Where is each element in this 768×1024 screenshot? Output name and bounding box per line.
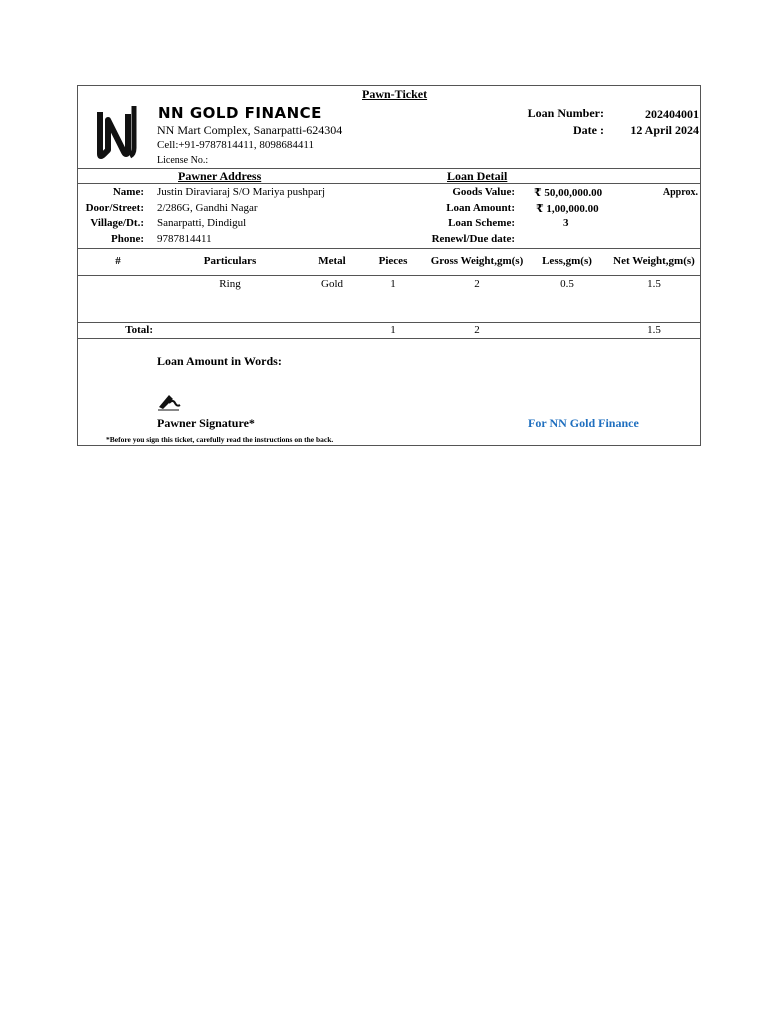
- phone-value: 9787814411: [157, 233, 212, 245]
- divider: [78, 248, 700, 249]
- loan-amount-value: ₹ 1,00,000.00: [536, 203, 599, 215]
- nn-monogram-logo-icon: [94, 102, 140, 162]
- divider: [78, 338, 700, 339]
- date-value: 12 April 2024: [630, 123, 699, 137]
- village-value: Sanarpatti, Dindigul: [157, 217, 247, 229]
- col-header-pieces: Pieces: [378, 255, 408, 267]
- door-value: 2/286G, Gandhi Nagar: [157, 202, 258, 214]
- row-pieces: 1: [390, 278, 396, 290]
- loan-number-label: Loan Number:: [527, 106, 604, 120]
- approx-note: Approx.: [662, 187, 698, 198]
- total-label: Total:: [125, 324, 153, 336]
- col-header-index: #: [115, 255, 121, 267]
- license-label: License No.:: [157, 155, 209, 166]
- company-name: NN GOLD FINANCE: [158, 104, 322, 122]
- col-header-particulars: Particulars: [203, 255, 257, 267]
- company-address: NN Mart Complex, Sanarpatti-624304: [157, 123, 343, 137]
- total-gross-weight: 2: [474, 324, 480, 336]
- divider: [78, 322, 700, 323]
- village-label: Village/Dt.:: [90, 217, 144, 229]
- col-header-metal: Metal: [318, 255, 346, 267]
- date-label: Date :: [573, 123, 604, 137]
- pawner-address-heading: Pawner Address: [178, 169, 262, 183]
- total-pieces: 1: [390, 324, 396, 336]
- col-header-less: Less,gm(s): [542, 255, 592, 267]
- row-metal: Gold: [321, 278, 343, 290]
- pawn-ticket: [77, 85, 701, 446]
- loan-amount-in-words-label: Loan Amount in Words:: [157, 354, 282, 368]
- door-label: Door/Street:: [85, 202, 144, 214]
- name-label: Name:: [112, 186, 144, 198]
- loan-scheme-value: 3: [563, 217, 569, 229]
- goods-value-label: Goods Value:: [452, 186, 515, 198]
- signature-pen-icon: [157, 393, 181, 411]
- row-particulars: Ring: [219, 278, 241, 290]
- for-company-signature: For NN Gold Finance: [528, 416, 639, 430]
- row-less: 0.5: [560, 278, 574, 290]
- loan-number-value: 202404001: [645, 107, 699, 121]
- divider: [78, 168, 700, 169]
- renewal-label: Renewl/Due date:: [431, 233, 515, 245]
- loan-detail-heading: Loan Detail: [447, 169, 508, 183]
- row-gross-weight: 2: [474, 278, 480, 290]
- instructions-note: *Before you sign this ticket, carefully read the instructions on the back.: [106, 435, 334, 444]
- ticket-title: Pawn-Ticket: [362, 87, 428, 101]
- total-net-weight: 1.5: [647, 324, 661, 336]
- name-value: Justin Diraviaraj S/O Mariya pushparj: [157, 186, 326, 198]
- phone-label: Phone:: [111, 233, 144, 245]
- goods-value: ₹ 50,00,000.00: [534, 187, 603, 199]
- company-cell: Cell:+91-9787814411, 8098684411: [157, 139, 314, 151]
- col-header-gross-weight: Gross Weight,gm(s): [430, 255, 524, 267]
- col-header-net-weight: Net Weight,gm(s): [613, 255, 695, 267]
- divider: [78, 183, 700, 184]
- row-net-weight: 1.5: [647, 278, 661, 290]
- pawner-signature-label: Pawner Signature*: [157, 416, 255, 430]
- loan-scheme-label: Loan Scheme:: [448, 217, 515, 229]
- divider: [78, 275, 700, 276]
- loan-amount-label: Loan Amount:: [446, 202, 515, 214]
